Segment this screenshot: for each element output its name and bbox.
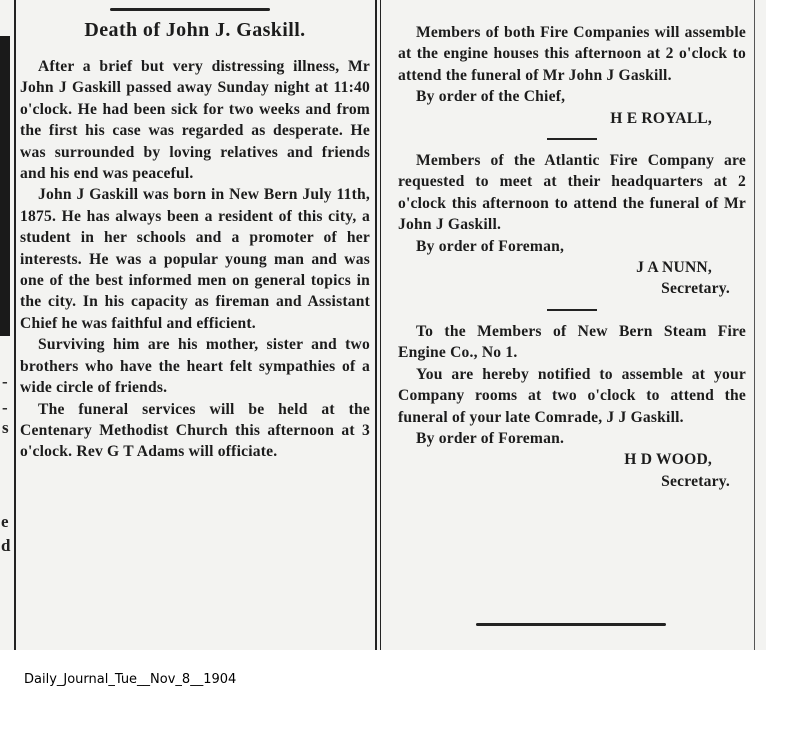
signer-title: Secretary. (661, 280, 730, 298)
signer-name: J A NUNN, (636, 259, 712, 277)
column-rule-left (14, 0, 16, 650)
paragraph: The funeral services will be held at the Centenary Methodist Church this afternoon at 3 o'clock. Rev G T Adams will officiate. (20, 400, 370, 461)
margin-fragment: - (2, 398, 8, 417)
paragraph: John J Gaskill was born in New Bern July 11th, 1875. He has always been a resident of this city, a student in her schools and a promoter of her interests. He was a popular young man and was one of the best informed men on general topics in the city. In his capacity as fireman and Assistant Chief he was faithful and efficient. (20, 186, 370, 332)
margin-fragment: - (2, 372, 8, 391)
left-column (20, 18, 370, 463)
top-ornament-rule (110, 8, 270, 11)
notice-body: Members of both Fire Companies will assemble at the engine houses this afternoon at 2 o'clock to attend the funeral of Mr John J Gaskill. (398, 24, 746, 84)
order-line: By order of Foreman, (416, 237, 565, 255)
image-caption: Daily_Journal_Tue__Nov_8__1904 (24, 672, 237, 687)
left-edge-shadow (0, 36, 10, 336)
order-line: By order of the Chief, (416, 88, 566, 106)
headline: Death of John J. Gaskill. (84, 19, 306, 41)
paragraph: Surviving him are his mother, sister and two brothers who have the heart felt sympathies of a wide circle of friends. (20, 336, 370, 397)
right-column (398, 22, 746, 492)
bottom-ornament-rule (476, 623, 666, 626)
separator (547, 309, 597, 311)
paragraph: After a brief but very distressing illness, Mr John J Gaskill passed away Sunday night at 11:40 o'clock. He had been sick for two weeks and from the first his case was regarded as desperate. He was surrounded by loving relatives and friends and his end was peaceful. (20, 58, 370, 183)
signer-title: Secretary. (661, 472, 730, 490)
notice-heading: To the Members of New Bern Steam Fire Engine Co., No 1. (398, 322, 746, 362)
order-line: By order of Foreman. (416, 429, 565, 447)
column-rule-right (754, 0, 755, 650)
separator (547, 138, 597, 140)
signer-name: H D WOOD, (624, 451, 712, 469)
column-rule-center-b (380, 0, 381, 650)
column-rule-center-a (375, 0, 377, 650)
margin-fragment: e (1, 512, 9, 531)
margin-fragment: d (1, 536, 11, 555)
notice-body: You are hereby notified to assemble at your Company rooms at two o'clock to attend the funeral of your late Comrade, J J Gaskill. (398, 365, 746, 426)
signer-name: H E ROYALL, (610, 109, 712, 127)
margin-fragment: s (2, 418, 9, 437)
notice-body: Members of the Atlantic Fire Company are requested to meet at their headquarters at 2 o'clock this afternoon to attend the funeral of Mr John J Gaskill. (398, 152, 746, 234)
